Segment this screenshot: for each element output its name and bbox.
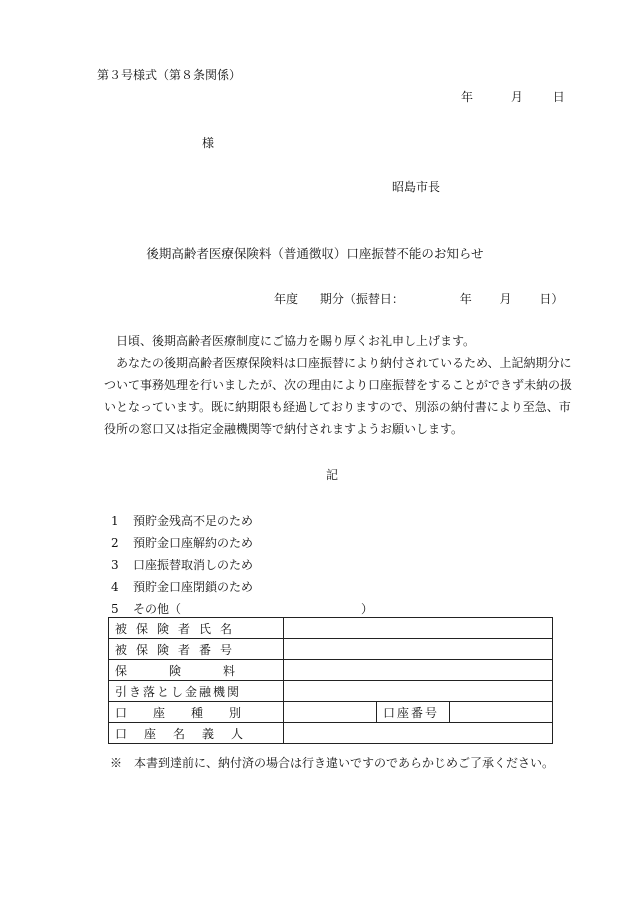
period-day: 日） xyxy=(539,292,564,306)
account-type-label: 口座種別 xyxy=(109,702,284,723)
date-month: 月 xyxy=(510,90,523,104)
insured-number-label: 被保険者番号 xyxy=(109,639,284,660)
period-nendo: 年度 xyxy=(274,292,299,306)
table-row xyxy=(109,660,553,681)
body-text xyxy=(104,330,574,440)
insured-number-value xyxy=(284,639,553,660)
period-year: 年 xyxy=(459,292,472,306)
table-row xyxy=(109,702,553,723)
account-number-value xyxy=(450,702,553,723)
form-id: 第３号様式（第８条関係） xyxy=(97,68,242,82)
list-item: 4 預貯金口座閉鎖のため xyxy=(111,580,254,594)
table-row xyxy=(109,723,553,744)
bank-value xyxy=(284,681,553,702)
body-paragraph-1: 日頃、後期高齢者医療制度にご協力を賜り厚くお礼申し上げます。 xyxy=(116,334,476,348)
date-day: 日 xyxy=(552,90,565,104)
period-line xyxy=(274,290,563,307)
table-row xyxy=(109,618,553,639)
list-item: 1 預貯金残高不足のため xyxy=(111,514,254,528)
list-item: 5 その他（ ） xyxy=(111,602,374,616)
bank-label: 引き落とし金融機関 xyxy=(109,681,284,702)
body-paragraph-2: あなたの後期高齢者医療保険料は口座振替により納付されているため、上記納期分について事務処理を行いましたが、次の理由により口座振替をすることができず未納の扱いとなっています。既に納期限も経過しておりますので、別添の納付書により至急、市役所の窓口又は指定金融機関等で納付されますようお願いします。 xyxy=(104,356,573,436)
reason-list xyxy=(111,510,373,620)
account-holder-value xyxy=(284,723,553,744)
footnote: ※ 本書到達前に、納付済の場合は行き違いですのであらかじめご了承ください。 xyxy=(110,756,555,770)
list-item: 2 預貯金口座解約のため xyxy=(111,536,254,550)
account-type-value xyxy=(284,702,377,723)
premium-value xyxy=(284,660,553,681)
sender: 昭島市長 xyxy=(392,180,441,194)
info-table xyxy=(108,617,553,744)
premium-label: 保険料 xyxy=(109,660,284,681)
period-kibun: 期分（振替日： xyxy=(319,292,404,306)
period-month: 月 xyxy=(499,292,512,306)
table-row xyxy=(109,639,553,660)
insured-name-label: 被保険者氏名 xyxy=(109,618,284,639)
addressee: 様 xyxy=(202,136,215,150)
account-number-label: 口座番号 xyxy=(377,702,450,723)
date-line xyxy=(461,88,565,105)
table-row xyxy=(109,681,553,702)
date-year: 年 xyxy=(461,90,474,104)
insured-name-value xyxy=(284,618,553,639)
ki-heading: 記 xyxy=(326,468,339,482)
list-item: 3 口座振替取消しのため xyxy=(111,558,254,572)
account-holder-label: 口座名義人 xyxy=(109,723,284,744)
page-title: 後期高齢者医療保険料（普通徴収）口座振替不能のお知らせ xyxy=(146,246,484,261)
